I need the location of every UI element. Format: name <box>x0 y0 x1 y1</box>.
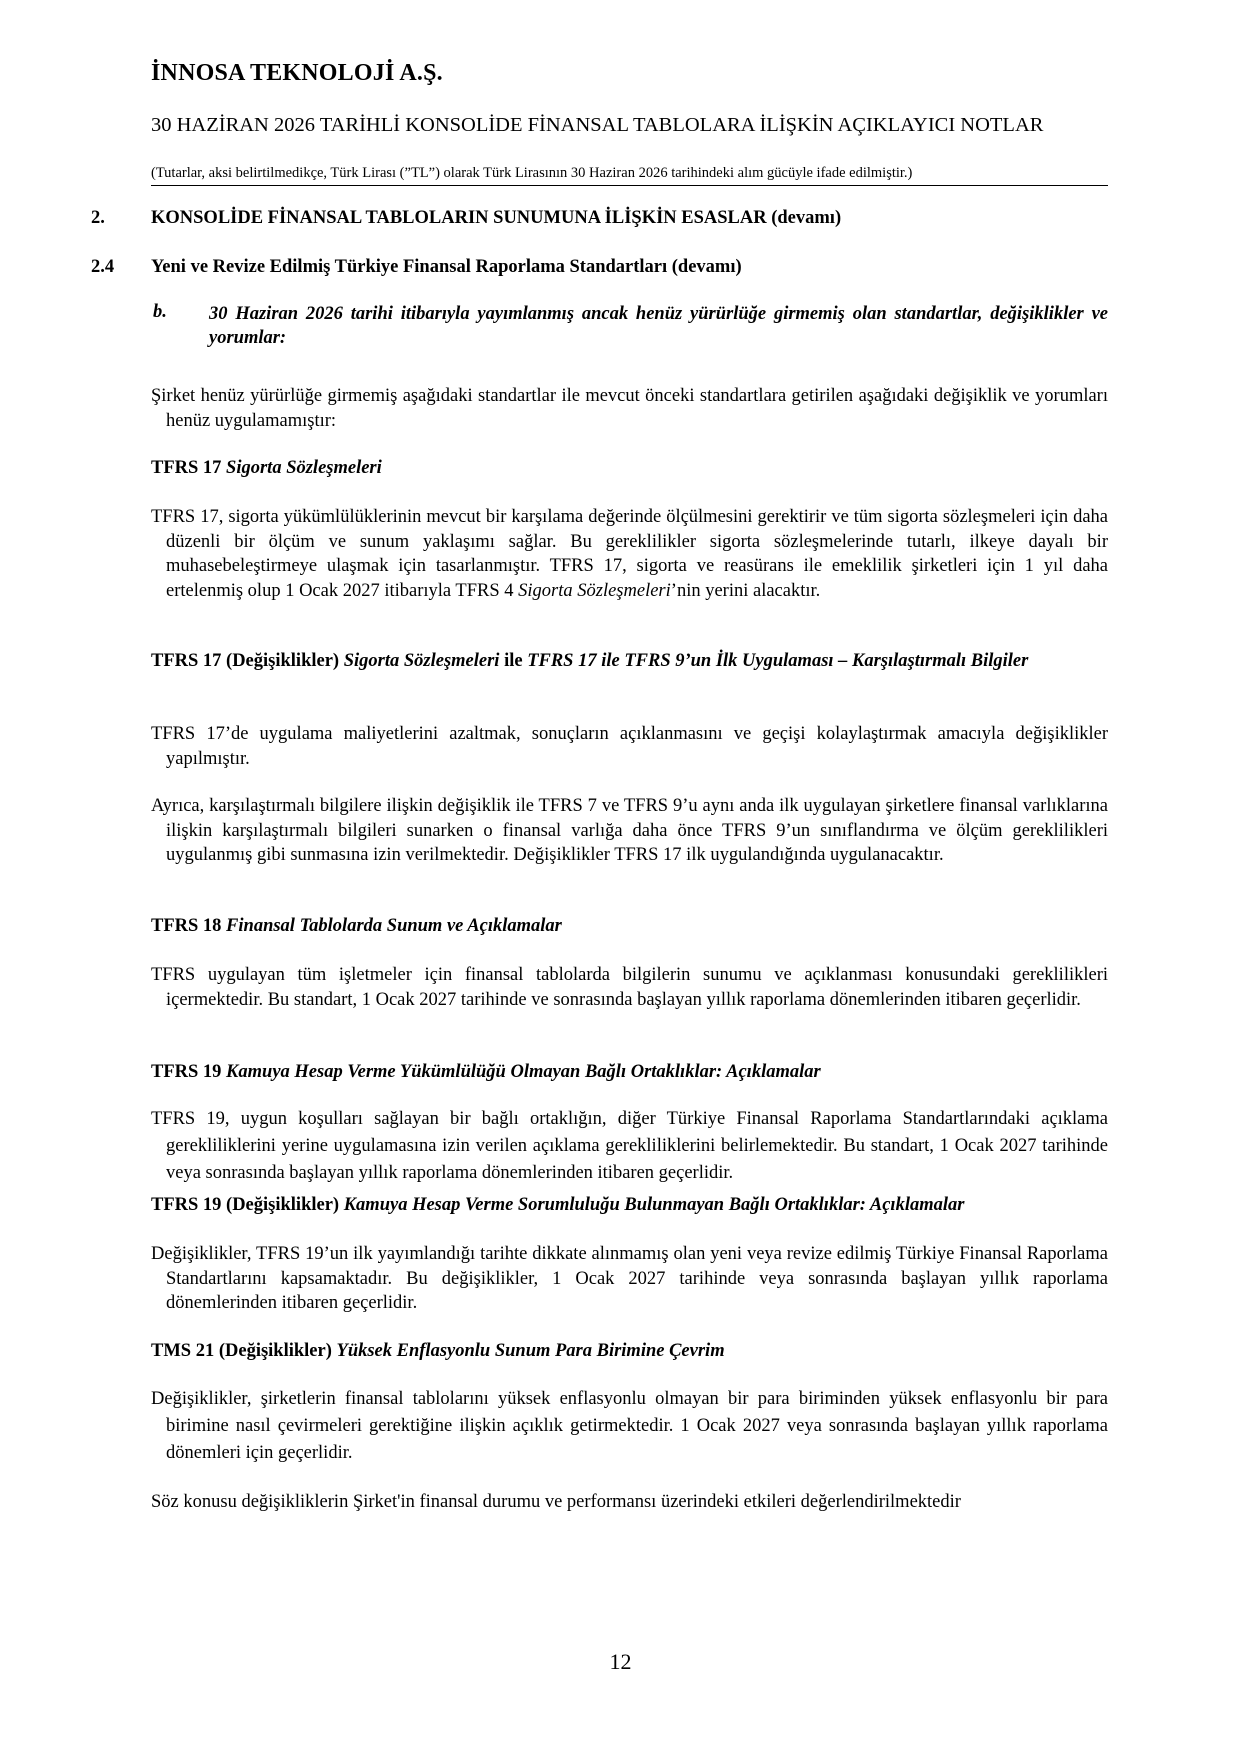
company-name: İNNOSA TEKNOLOJİ A.Ş. <box>151 60 443 86</box>
tfrs17-text-italic: Sigorta Sözleşmeleri <box>518 580 671 601</box>
tfrs18-heading-code: TFRS 18 <box>151 916 222 936</box>
tfrs19-paragraph: TFRS 19, uygun koşulları sağlayan bir bağlı ortaklığın, diğer Türkiye Finansal Raporlama Standartlarındaki açıklama gerekliliklerini yerine uygulamasına izin verilen açıklama gerekliliklerini belirlemektedir. Bu standart, 1 Ocak 2027 tarihinde veya sonrasında başlayan yıllık raporlama dönemlerinden itibaren geçerlidir. <box>151 1109 1108 1183</box>
tfrs17-heading <box>151 456 1108 481</box>
tfrs17-text-2: ’nin yerini alacaktır. <box>670 580 821 601</box>
tfrs18-heading <box>151 914 1108 939</box>
tfrs17-amend-head-2: Sigorta Sözleşmeleri <box>343 651 500 671</box>
tms21-heading <box>151 1339 1108 1364</box>
tfrs17-amend-head-3: ile <box>499 651 528 671</box>
tfrs19-heading-title: Kamuya Hesap Verme Yükümlülüğü Olmayan Bağlı Ortaklıklar: Açıklamalar <box>226 1062 821 1082</box>
page-number: 12 <box>609 1649 632 1674</box>
subsection-number: 2.4 <box>91 257 115 277</box>
tfrs17-paragraph <box>151 505 1108 603</box>
tfrs17-text-1: TFRS 17, sigorta yükümlülüklerinin mevcut bir karşılama değerinde ölçülmesini gerektirir ve tüm sigorta sözleşmeleri için daha düzenli bir ölçüm ve sunum yaklaşımı sağlar. Bu gereklilikler sigorta sözleşmelerinde tutarlı, ilkeye dayalı bir muhasebeleştirmeye ulaşmak için tasarlanmıştır. TFRS 17, sigorta ve reasürans ile emeklilik şirketleri için 1 yıl daha ertelenmiş olup 1 Ocak 2027 itibarıyla TFRS 4 <box>151 507 1108 601</box>
closing-paragraph: Söz konusu değişikliklerin Şirket'in finansal durumu ve performansı üzerindeki etkileri değerlendirilmektedir <box>151 1492 961 1512</box>
report-subtitle: 30 HAZİRAN 2026 TARİHLİ KONSOLİDE FİNANSAL TABLOLARA İLİŞKİN AÇIKLAYICI NOTLAR <box>151 114 1044 136</box>
item-b-title: 30 Haziran 2026 tarihi itibarıyla yayımlanmış ancak henüz yürürlüğe girmemiş olan standartlar, değişiklikler ve yorumlar: <box>209 304 1108 348</box>
tms21-heading-title: Yüksek Enflasyonlu Sunum Para Birimine Çevrim <box>336 1341 725 1361</box>
section-title: KONSOLİDE FİNANSAL TABLOLARIN SUNUMUNA İLİŞKİN ESASLAR (devamı) <box>151 208 842 228</box>
intro-paragraph: Şirket henüz yürürlüğe girmemiş aşağıdaki standartlar ile mevcut önceki standartlara getirilen aşağıdaki değişiklik ve yorumları henüz uygulamamıştır: <box>151 386 1108 431</box>
tfrs19-amend-heading <box>151 1193 1108 1218</box>
tfrs19-heading <box>151 1060 1108 1085</box>
tfrs19-heading-code: TFRS 19 <box>151 1062 222 1082</box>
tfrs19-amend-heading-code: TFRS 19 (Değişiklikler) <box>151 1195 340 1215</box>
tms21-heading-code: TMS 21 (Değişiklikler) <box>151 1341 332 1361</box>
tms21-paragraph: Değişiklikler, şirketlerin finansal tablolarını yüksek enflasyonlu olmayan bir para biriminden yüksek enflasyonlu bir para birimine nasıl çevirmeleri gerektiğine ilişkin açıklık getirmektedir. 1 Ocak 2027 veya sonrasında başlayan yıllık raporlama dönemleri için geçerlidir. <box>151 1389 1108 1463</box>
subsection-title: Yeni ve Revize Edilmiş Türkiye Finansal Raporlama Standartları (devamı) <box>151 257 742 277</box>
header-rule <box>151 185 1108 186</box>
currency-note: (Tutarlar, aksi belirtilmedikçe, Türk Lirası (”TL”) olarak Türk Lirasının 30 Haziran 2026 tarihindeki alım gücüyle ifade edilmiştir.) <box>151 165 913 181</box>
tfrs19-amend-paragraph: Değişiklikler, TFRS 19’un ilk yayımlandığı tarihte dikkate alınmamış olan yeni veya revize edilmiş Türkiye Finansal Raporlama Standartlarını kapsamaktadır. Bu değişiklikler, 1 Ocak 2027 tarihinde veya sonrasında başlayan yıllık raporlama dönemlerinden itibaren geçerlidir. <box>151 1244 1108 1313</box>
tfrs17-amend-heading <box>151 649 1108 674</box>
tfrs17-amend-head-1: TFRS 17 (Değişiklikler) <box>151 651 344 671</box>
tfrs17-heading-code: TFRS 17 <box>151 458 222 478</box>
tfrs17-amend-paragraph-2: Ayrıca, karşılaştırmalı bilgilere ilişkin değişiklik ile TFRS 7 ve TFRS 9’u aynı anda ilk uygulayan şirketlere finansal varlıklarına ilişkin karşılaştırmalı bilgileri sunarken o finansal varlığa daha önce TFRS 9’un sınıflandırma ve ölçüm gereklilikleri uygulanmış gibi sunmasına izin verilmektedir. Değişiklikler TFRS 17 ilk uygulandığında uygulanacaktır. <box>151 796 1108 865</box>
tfrs18-paragraph: TFRS uygulayan tüm işletmeler için finansal tablolarda bilgilerin sunumu ve açıklanması konusundaki gereklilikleri içermektedir. Bu standart, 1 Ocak 2027 tarihinde ve sonrasında başlayan yıllık raporlama dönemlerinden itibaren geçerlidir. <box>151 965 1108 1010</box>
item-b-letter: b. <box>153 302 167 322</box>
tfrs17-amend-paragraph-1: TFRS 17’de uygulama maliyetlerini azaltmak, sonuçların açıklanmasını ve geçişi kolaylaştırmak amacıyla değişiklikler yapılmıştır. <box>151 724 1108 769</box>
tfrs19-amend-heading-title: Kamuya Hesap Verme Sorumluluğu Bulunmayan Bağlı Ortaklıklar: Açıklamalar <box>343 1195 965 1215</box>
tfrs18-heading-title: Finansal Tablolarda Sunum ve Açıklamalar <box>226 916 562 936</box>
tfrs17-amend-head-4: TFRS 17 ile TFRS 9’un İlk Uygulaması – Karşılaştırmalı Bilgiler <box>527 651 1029 671</box>
tfrs17-heading-title: Sigorta Sözleşmeleri <box>226 458 382 478</box>
section-number: 2. <box>91 208 105 228</box>
